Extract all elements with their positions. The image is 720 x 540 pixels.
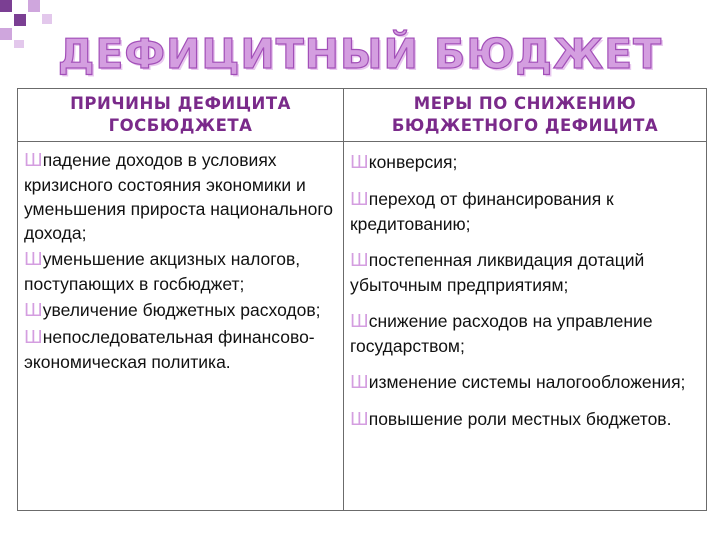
item-text: уменьшение акцизных налогов, поступающих в госбюджет; bbox=[24, 249, 301, 294]
measures-heading-line2: БЮДЖЕТНОГО ДЕФИЦИТА bbox=[391, 116, 659, 135]
causes-heading-line2: ГОСБЮДЖЕТА bbox=[108, 116, 253, 135]
item-text: повышение роли местных бюджетов. bbox=[368, 409, 672, 429]
list-item bbox=[350, 187, 702, 236]
item-text: увеличение бюджетных расходов; bbox=[42, 300, 321, 320]
item-text: непоследовательная финансово-экономическая политика. bbox=[24, 327, 315, 372]
bullet-icon: Ш bbox=[350, 410, 369, 430]
item-text: переход от финансирования к кредитованию; bbox=[350, 189, 614, 234]
bullet-icon: Ш bbox=[24, 250, 43, 270]
bullet-icon: Ш bbox=[350, 153, 369, 173]
table-body-row bbox=[18, 142, 707, 511]
page-title: ДЕФИЦИТНЫЙ БЮДЖЕТ bbox=[57, 30, 663, 78]
measures-list bbox=[344, 142, 706, 432]
list-item bbox=[24, 298, 339, 323]
list-item bbox=[350, 248, 702, 297]
bullet-icon: Ш bbox=[350, 190, 369, 210]
list-item bbox=[350, 407, 702, 432]
bullet-icon: Ш bbox=[350, 312, 369, 332]
measures-heading bbox=[344, 89, 707, 142]
item-text: изменение системы налогообложения; bbox=[368, 372, 686, 392]
causes-heading-line1: ПРИЧИНЫ ДЕФИЦИТА bbox=[70, 94, 291, 113]
list-item bbox=[24, 247, 339, 296]
bullet-icon: Ш bbox=[350, 251, 369, 271]
item-text: снижение расходов на управление государством; bbox=[350, 311, 653, 356]
item-text: падение доходов в условиях кризисного состояния экономики и уменьшения прироста национального дохода; bbox=[24, 150, 334, 243]
list-item bbox=[350, 150, 702, 175]
list-item bbox=[24, 325, 339, 374]
corner-square bbox=[0, 0, 12, 12]
list-item bbox=[24, 148, 339, 245]
corner-square bbox=[14, 14, 26, 26]
causes-cell bbox=[18, 142, 344, 511]
list-item bbox=[350, 309, 702, 358]
item-text: постепенная ликвидация дотаций убыточным предприятиям; bbox=[350, 250, 645, 295]
bullet-icon: Ш bbox=[24, 151, 43, 171]
bullet-icon: Ш bbox=[24, 301, 43, 321]
causes-list bbox=[18, 142, 343, 374]
measures-cell bbox=[344, 142, 707, 511]
bullet-icon: Ш bbox=[24, 328, 43, 348]
bullet-icon: Ш bbox=[350, 373, 369, 393]
table-header-row bbox=[18, 89, 707, 142]
comparison-table bbox=[17, 88, 707, 511]
causes-heading bbox=[18, 89, 344, 142]
list-item bbox=[350, 370, 702, 395]
corner-square bbox=[42, 14, 52, 24]
item-text: конверсия; bbox=[368, 152, 458, 172]
measures-heading-line1: МЕРЫ ПО СНИЖЕНИЮ bbox=[413, 94, 637, 113]
corner-square bbox=[28, 0, 40, 12]
